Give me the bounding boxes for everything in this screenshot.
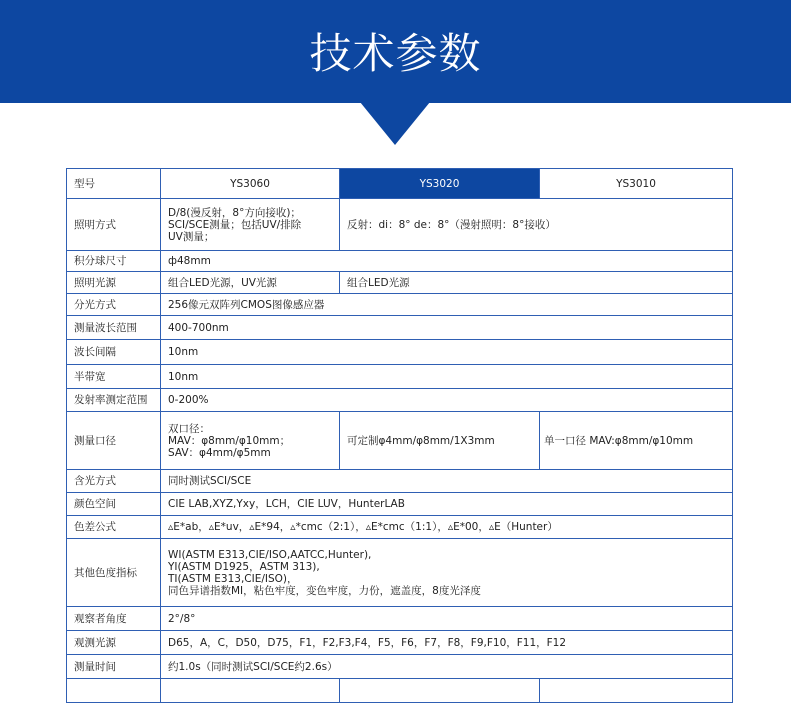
cell-value: D65，A，C，D50，D75，F1，F2,F3,F4，F5，F6，F7，F8，F9,F10，F11，F12 [161, 631, 733, 655]
table-row [67, 412, 733, 470]
table-row [67, 272, 733, 294]
table-row [67, 631, 733, 655]
cell-value: 10nm [161, 340, 733, 365]
banner-pointer [360, 102, 430, 145]
cell-value: ф48mm [161, 251, 733, 272]
cell-value: 同时测试SCI/SCE [161, 470, 733, 493]
model-ys3060: YS3060 [161, 169, 340, 199]
model-ys3010: YS3010 [540, 169, 733, 199]
table-row [67, 516, 733, 539]
cell-value: WI(ASTM E313,CIE/ISO,AATCC,Hunter), YI(ASTM D1925，ASTM 313), TI(ASTM E313,CIE/ISO)， 同色异谱指数MI，粘色牢度，变色牢度，力份，遮盖度，8度光泽度 [161, 539, 733, 607]
table-row [67, 539, 733, 607]
table-row [67, 251, 733, 272]
table-row-partial [67, 679, 733, 703]
row-label: 照明方式 [67, 199, 161, 251]
table-header-row [67, 169, 733, 199]
table-row [67, 199, 733, 251]
row-label: 其他色度指标 [67, 539, 161, 607]
spec-table [66, 168, 733, 703]
row-label: 观察者角度 [67, 607, 161, 631]
table-row [67, 294, 733, 316]
cell-value: 10nm [161, 365, 733, 389]
cell-ys3020: 可定制φ4mm/φ8mm/1X3mm [340, 412, 540, 470]
table-row [67, 316, 733, 340]
row-label: 半带宽 [67, 365, 161, 389]
row-label: 分光方式 [67, 294, 161, 316]
model-ys3020: YS3020 [340, 169, 540, 199]
row-label [67, 679, 161, 703]
cell-value: 0-200% [161, 389, 733, 412]
row-label: 色差公式 [67, 516, 161, 539]
cell-value: 256像元双阵列CMOS图像感应器 [161, 294, 733, 316]
cell-value: 约1.0s（同时测试SCI/SCE约2.6s） [161, 655, 733, 679]
table-row [67, 389, 733, 412]
cell-other: 组合LED光源 [340, 272, 733, 294]
table-row [67, 340, 733, 365]
header-label: 型号 [67, 169, 161, 199]
cell-other: 反射：di：8° de：8°（漫射照明：8°接收） [340, 199, 733, 251]
row-label: 积分球尺寸 [67, 251, 161, 272]
cell-ys3060: 组合LED光源，UV光源 [161, 272, 340, 294]
row-label: 测量口径 [67, 412, 161, 470]
row-label: 照明光源 [67, 272, 161, 294]
row-label: 含光方式 [67, 470, 161, 493]
table-row [67, 470, 733, 493]
cell-value: 400-700nm [161, 316, 733, 340]
cell-value: CIE LAB,XYZ,Yxy，LCH，CIE LUV，HunterLAB [161, 493, 733, 516]
table-row [67, 607, 733, 631]
table-row [67, 655, 733, 679]
cell-ys3060 [161, 679, 340, 703]
row-label: 测量时间 [67, 655, 161, 679]
row-label: 波长间隔 [67, 340, 161, 365]
row-label: 发射率测定范围 [67, 389, 161, 412]
row-label: 颜色空间 [67, 493, 161, 516]
row-label: 观测光源 [67, 631, 161, 655]
cell-ys3020 [340, 679, 540, 703]
cell-ys3010 [540, 679, 733, 703]
cell-ys3010: 单一口径 MAV:φ8mm/φ10mm [540, 412, 733, 470]
page-title: 技术参数 [309, 29, 482, 78]
table-row [67, 493, 733, 516]
row-label: 测量波长范围 [67, 316, 161, 340]
cell-value: ▵E*ab，▵E*uv，▵E*94，▵*cmc（2:1），▵E*cmc（1:1），▵E*00，▵E（Hunter） [161, 516, 733, 539]
cell-ys3060: D/8(漫反射，8°方向接收)； SCI/SCE测量；包括UV/排除 UV测量； [161, 199, 340, 251]
cell-ys3060: 双口径： MAV：φ8mm/φ10mm； SAV：φ4mm/φ5mm [161, 412, 340, 470]
cell-value: 2°/8° [161, 607, 733, 631]
table-row [67, 365, 733, 389]
